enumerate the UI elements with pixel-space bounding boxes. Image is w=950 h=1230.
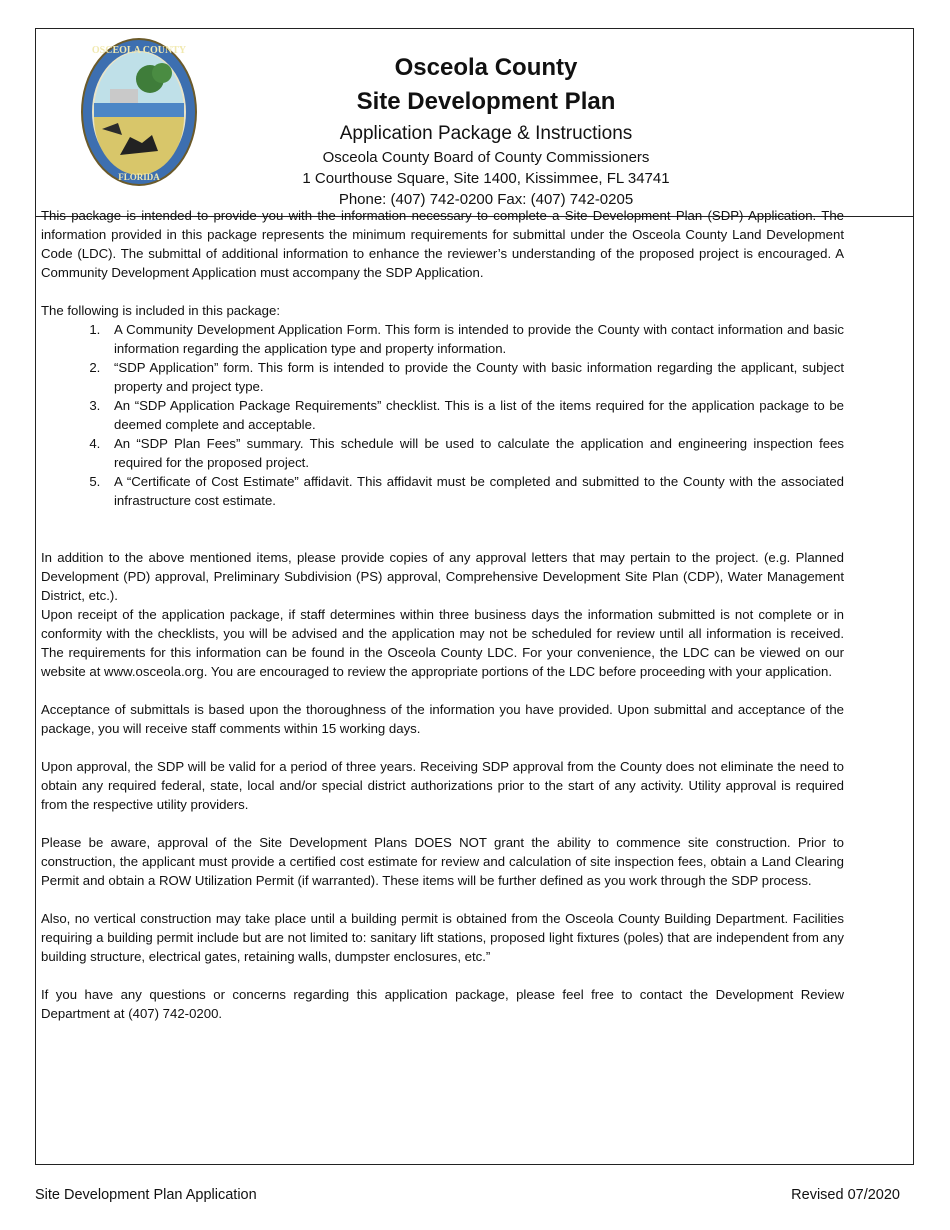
aware-paragraph: Please be aware, approval of the Site Development Plans DOES NOT grant the ability to commence site construction. Prior to construction, the applicant must provide a certified cost estimate for review and calculation of site inspection fees, obtain a Land Clearing Permit and obtain a ROW Utilization Permit (if warranted). These items will be further defined as you work through the SDP process. [41, 835, 844, 888]
list-item: 1. A Community Development Application Form. This form is intended to provide the County with contact information and basic information regarding the application type and property information. [104, 320, 844, 358]
additional-paragraph: In addition to the above mentioned items, please provide copies of any approval letters that may pertain to the project. (e.g. Planned Development (PD) approval, Preliminary Subdivision (PS) approval, Comprehensive Development Site Plan (CDP), Water Management District, etc.). [41, 550, 844, 603]
acceptance-paragraph: Acceptance of submittals is based upon the thoroughness of the information you have provided. Upon submittal and acceptance of the package, you will receive staff comments within 15 working days. [41, 702, 844, 736]
list-intro: The following is included in this package: [41, 303, 280, 318]
seal-bottom-text: FLORIDA [118, 172, 160, 182]
document-type: Application Package & Instructions [339, 123, 633, 144]
vertical-construction-paragraph: Also, no vertical construction may take place until a building permit is obtained from the Osceola County Building Department. Facilities requiring a building permit include but are not limited to: sanitary lift stations, proposed light fixtures (poles) that are independent from any building structure, electrical gates, retaining walls, dumpster enclosures, etc.” [41, 911, 844, 964]
list-item: 3. An “SDP Application Package Requirements” checklist. This is a list of the items required for the application package to be deemed complete and acceptable. [104, 396, 844, 434]
county-seal-logo [80, 37, 198, 187]
included-items-list [41, 320, 844, 510]
questions-paragraph: If you have any questions or concerns regarding this application package, please feel free to contact the Development Review Department at (407) 742-0200. [41, 987, 844, 1021]
page-subtitle: Site Development Plan [356, 88, 616, 115]
document-body [41, 206, 844, 1023]
header [36, 29, 913, 217]
page-title: Osceola County [394, 54, 578, 81]
seal-top-text: OSCEOLA COUNTY [91, 45, 187, 56]
list-item: 4. An “SDP Plan Fees” summary. This schedule will be used to calculate the application and engineering inspection fees required for the proposed project. [104, 434, 844, 472]
organization-phone: Phone: (407) 742-0200 Fax: (407) 742-0205 [338, 191, 634, 208]
organization-address: 1 Courthouse Square, Site 1400, Kissimmee, FL 34741 [302, 170, 670, 187]
intro-paragraph: This package is intended to provide you with the information necessary to complete a Site Development Plan (SDP) Application. The information provided in this package represents the minimum requirements for submittal under the Osceola County Land Development Code (LDC). The submittal of additional information to enhance the reviewer’s understanding of the proposed project is encouraged. A Community Development Application must accompany the SDP Application. [41, 208, 844, 280]
footer-title: Site Development Plan Application [35, 1187, 257, 1203]
organization-name: Osceola County Board of County Commissioners [322, 149, 650, 166]
header-text-block [216, 51, 756, 210]
receipt-paragraph: Upon receipt of the application package, if staff determines within three business days the information submitted is not complete or in conformity with the checklists, you will be advised and the application may not be scheduled for review until all information is received. The requirements for this information can be found in the Osceola County LDC. For your convenience, the LDC can be viewed on our website at www.osceola.org. You are encouraged to review the appropriate portions of the LDC before proceeding with your application. [41, 607, 844, 679]
footer-revision: Revised 07/2020 [791, 1187, 900, 1203]
approval-paragraph: Upon approval, the SDP will be valid for a period of three years. Receiving SDP approval from the County does not eliminate the need to obtain any required federal, state, local and/or special district authorizations prior to the start of any activity. Utility approval is required from the respective utility providers. [41, 759, 844, 812]
list-item: 5. A “Certificate of Cost Estimate” affidavit. This affidavit must be completed and submitted to the County with the associated infrastructure cost estimate. [104, 472, 844, 510]
list-item: 2. “SDP Application” form. This form is intended to provide the County with basic information regarding the applicant, subject property and project type. [104, 358, 844, 396]
